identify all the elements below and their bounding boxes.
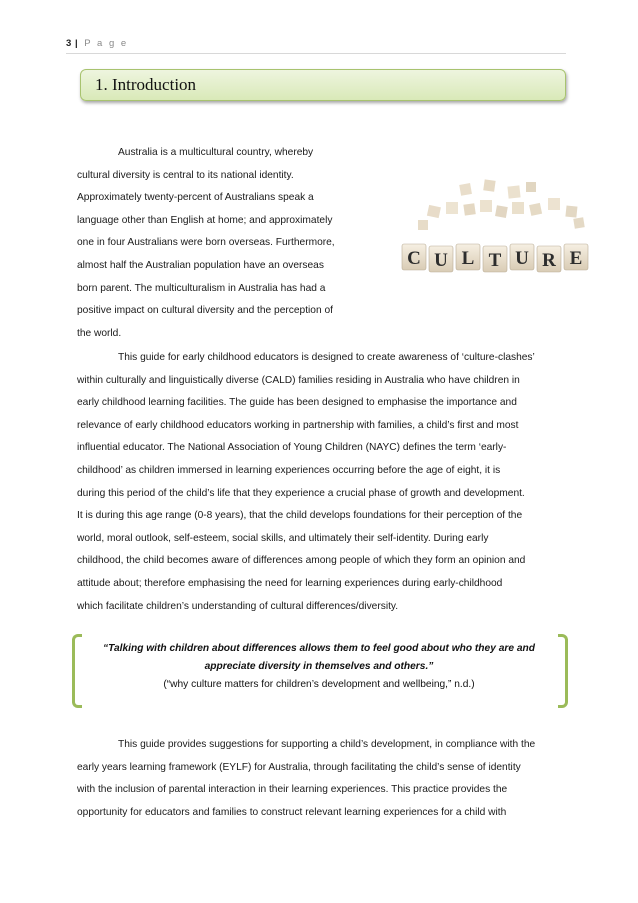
paragraph-line: one in four Australians were born overseas. Furthermore, [77, 237, 335, 249]
paragraph-line: born parent. The multiculturalism in Australia has had a [77, 282, 326, 294]
paragraph-suggestions [77, 734, 535, 824]
header-rule [66, 53, 566, 54]
paragraph-line: Approximately twenty-percent of Australians speak a [77, 192, 314, 204]
paragraph-line: almost half the Australian population have an overseas [77, 259, 324, 271]
paragraph-line: relevance of early childhood educators working in partnership with families, a child’s first and most [77, 419, 519, 431]
page-header [66, 38, 566, 49]
paragraph-line: with the inclusion of parental interaction in their learning experiences. This practice provides the [77, 784, 508, 796]
quote-citation: (“why culture matters for children’s development and wellbeing,” n.d.) [163, 679, 475, 690]
paragraph-line: This guide for early childhood educators is designed to create awareness of ‘culture-clashes’ [118, 352, 535, 363]
paragraph-line: opportunity for educators and families to construct relevant learning experiences for a child with [77, 806, 507, 818]
quote-bracket-left [72, 634, 82, 708]
paragraph-line: early childhood learning facilities. The guide has been designed to emphasise the importance and [77, 397, 517, 409]
svg-text:U: U [515, 248, 529, 269]
paragraph-line: cultural diversity is central to its national identity. [77, 169, 294, 181]
paragraph-guide-purpose [77, 347, 535, 618]
page-word: P a g e [84, 38, 129, 49]
svg-text:T: T [488, 250, 502, 271]
paragraph-line: within culturally and linguistically diverse (CALD) families residing in Australia who have children in [77, 374, 520, 386]
paragraph-intro [77, 142, 335, 345]
paragraph-line: positive impact on cultural diversity and the perception of [77, 305, 333, 317]
paragraph-line: early years learning framework (EYLF) for Australia, through facilitating the child’s sense of identity [77, 761, 521, 773]
svg-text:U: U [434, 250, 448, 271]
paragraph-line: world, moral outlook, self-esteem, social skills, and ultimately their self-identity. During early [77, 532, 489, 544]
culture-blocks-image [398, 176, 591, 281]
paragraph-line: It is during this age range (0-8 years), that the child develops foundations for their perception of the [77, 510, 523, 522]
quote-line-1: “Talking with children about differences allows them to feel good about who they are and [103, 643, 535, 654]
section-title: 1. Introduction [95, 75, 197, 94]
svg-text:C: C [407, 248, 421, 269]
header-separator: | [74, 38, 79, 49]
paragraph-line: the world. [77, 327, 122, 339]
paragraph-line: influential educator. The National Association of Young Children (NAYC) defines the term ‘early- [77, 442, 507, 454]
quote-line-2: appreciate diversity in themselves and others.” [204, 661, 434, 672]
svg-text:L: L [461, 248, 475, 269]
page-number: 3 [66, 38, 72, 49]
paragraph-line: childhood, the child becomes aware of differences among people of which they form an opinion and [77, 555, 526, 567]
paragraph-line: during this period of the child’s life that they experience a crucial phase of growth and development. [77, 487, 525, 499]
scattered-letter-blocks [418, 179, 585, 230]
paragraph-line: attitude about; therefore emphasising the need for learning experiences during early-childhood [77, 577, 503, 589]
quote-bracket-right [558, 634, 568, 708]
paragraph-line: language other than English at home; and approximately [77, 214, 333, 226]
paragraph-line: childhood’ as children immersed in learning experiences occurring before the age of eight, it is [77, 464, 501, 476]
paragraph-line: This guide provides suggestions for supporting a child’s development, in compliance with the [118, 739, 536, 750]
svg-text:R: R [542, 250, 556, 271]
quote-block [72, 634, 568, 704]
svg-text:E: E [569, 248, 583, 269]
paragraph-line: which facilitate children’s understanding of cultural differences/diversity. [77, 600, 399, 612]
culture-word-blocks [402, 244, 588, 272]
section-heading-box [80, 69, 566, 101]
paragraph-line: Australia is a multicultural country, whereby [118, 147, 314, 158]
